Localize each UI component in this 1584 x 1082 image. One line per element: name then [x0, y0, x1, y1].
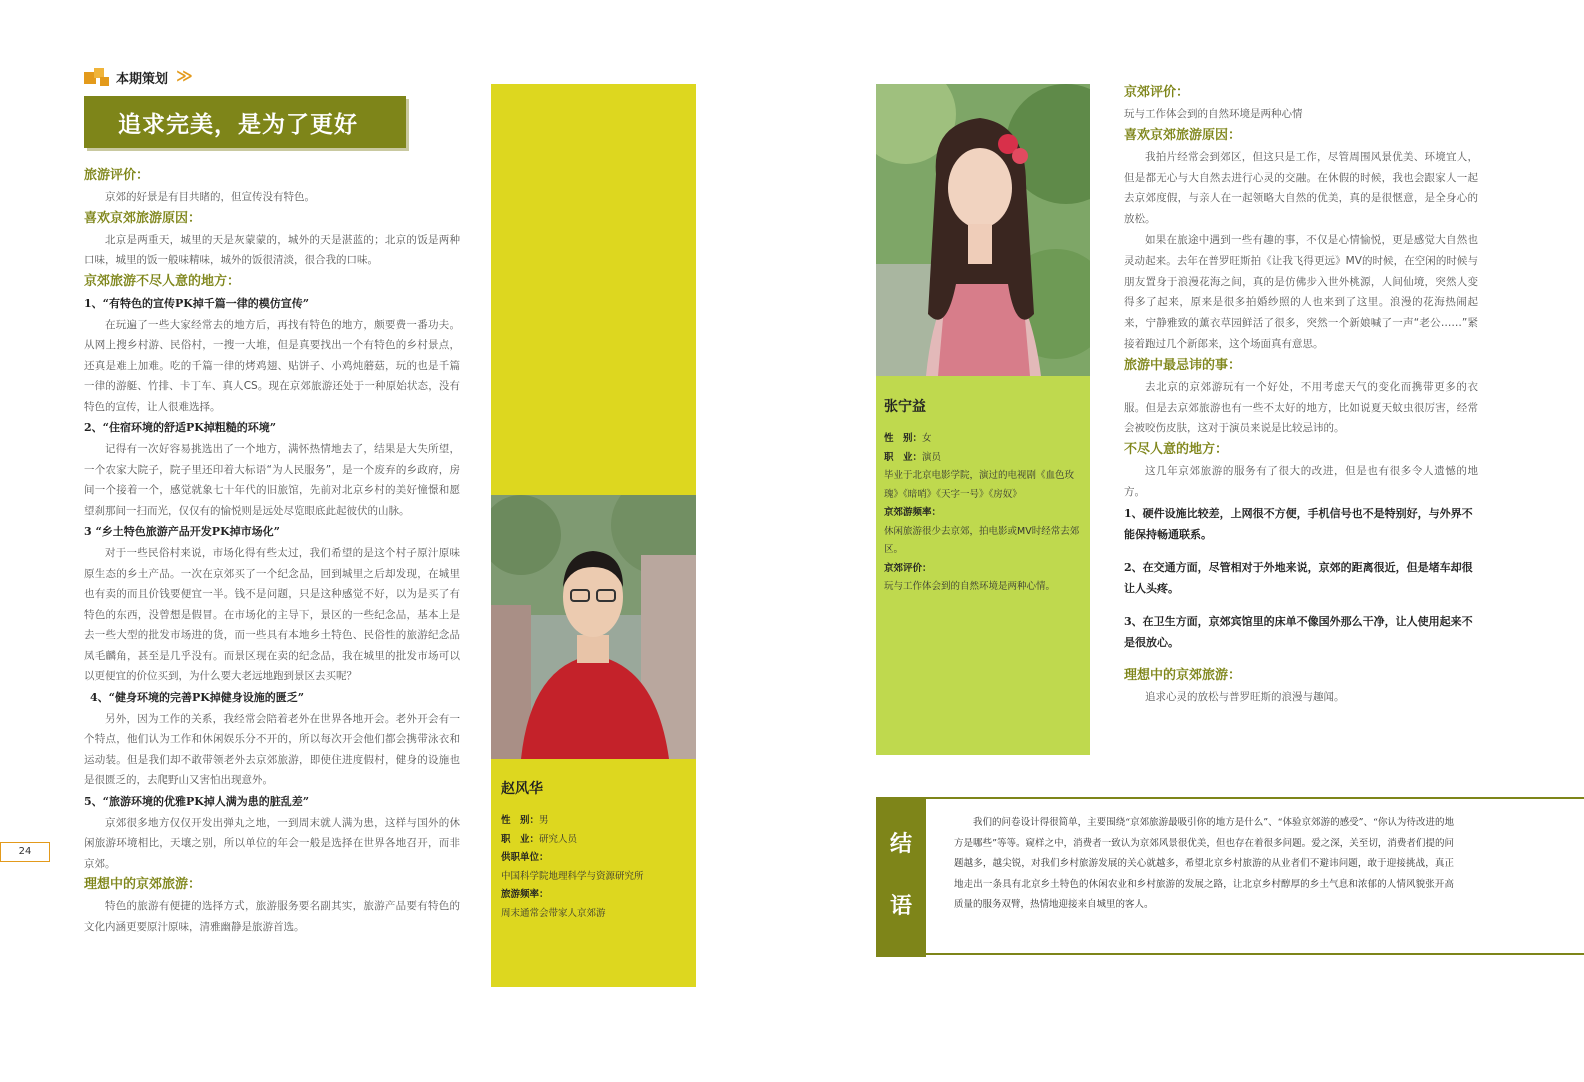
paragraph: 这几年京郊旅游的服务有了很大的改进，但是也有很多令人遗憾的地方。	[1124, 465, 1478, 498]
article-title: 追求完美，是为了更好	[118, 111, 358, 138]
paragraph: 记得有一次好容易挑选出了一个地方，满怀热情地去了，结果是大失所望，一个农家大院子，院子里还印着大标语“为人民服务”，是一个废弃的乡政府，房间一个接着一个，感觉就象七十年代的旧旅馆，先前对北京乡村的美好憧憬和愿望刹那间一扫而光，仅仅有的愉悦则是远处尽览眼底此起彼伏的山脉。	[84, 443, 460, 517]
heading-travel-evaluation: 旅游评价：	[84, 168, 150, 183]
label: 京郊评价：	[884, 562, 932, 574]
profile-info	[884, 430, 1084, 597]
section-label: 本期策划	[116, 72, 169, 87]
heading-ideal: 理想中的京郊旅游：	[84, 877, 202, 892]
profile-name: 张宁益	[884, 399, 926, 415]
paragraph: 追求心灵的放松与普罗旺斯的浪漫与趣闻。	[1145, 690, 1345, 703]
bold-list-item: 1、硬件设施比较差，上网很不方便，手机信号也不是特别好，与外界不能保持畅通联系。	[1124, 506, 1473, 541]
paragraph: 北京是两重天，城里的天是灰蒙蒙的，城外的天是湛蓝的；北京的饭是两种口味，城里的饭一般味精味，城外的饭很清淡，很合我的口味。	[84, 233, 460, 266]
page-number-left: 24	[0, 842, 50, 862]
paragraph: 对于一些民俗村来说，市场化得有些太过，我们希望的是这个村子原汁原味原生态的乡土产品。一次在京郊买了一个纪念品，回到城里之后却发现，在城里也有卖的而且价钱要便宜一半。钱不是问题，只是这种感觉不好，以为是买了有特色的东西，没曾想是假冒。在市场化的主导下，景区的一些纪念品，基本上是去一些大型的批发市场进的货，而一些具有本地乡土特色、民俗性的旅游纪念品凤毛麟角，甚至是几乎没有。而景区现在卖的纪念品，我在城里的批发市场可以以更便宜的价位买到，为什么要大老远地跑到景区去买呢？	[84, 547, 460, 682]
paragraph: 特色的旅游有便捷的选择方式，旅游服务要名副其实，旅游产品要有特色的文化内涵更要原汁原味，清雅幽静是旅游首选。	[84, 900, 460, 933]
chevron-right-icon: ≫	[176, 66, 189, 85]
section-logo-icon	[84, 68, 110, 86]
profile-name: 赵风华	[501, 781, 543, 797]
subheading: 3 “乡土特色旅游产品开发PK掉市场化”	[84, 525, 280, 538]
heading-taboo: 旅游中最忌讳的事：	[1124, 357, 1242, 373]
subheading: 1、“有特色的宣传PK掉千篇一律的模仿宣传”	[84, 296, 310, 310]
label: 职 业：	[501, 833, 540, 845]
paragraph: 我拍片经常会到郊区，但这只是工作，尽管周围风景优美、环境宜人，但是都无心与大自然去进行心灵的交融。在休假的时候，我也会跟家人一起去京郊度假，与亲人在一起领略大自然的优美，真的是很惬意，是全身心的放松。	[1124, 150, 1478, 226]
right-article-column	[1124, 82, 1478, 708]
value: 女	[922, 433, 932, 444]
value: 研究人员	[539, 833, 578, 845]
paragraph: 玩与工作体会到的自然环境是两种心情	[1124, 108, 1303, 120]
paragraph: 去北京的京郊游玩有一个好处，不用考虑天气的变化而携带更多的衣服。但是去京郊旅游也有一些不太好的地方，比如说夏天蚊虫很厉害，经常会被咬伤皮肤，这对于演员来说是比较忌讳的。	[1124, 380, 1478, 435]
heading-reason: 喜欢京郊旅游原因：	[1124, 127, 1242, 143]
heading-evaluation: 京郊评价：	[1124, 85, 1190, 100]
label: 职 业：	[884, 451, 923, 463]
profile-info	[501, 812, 691, 923]
conclusion-label-bar	[876, 797, 926, 957]
paragraph: 在玩遍了一些大家经常去的地方后，再找有特色的地方，颇要费一番功夫。从网上搜乡村游、民俗村，一搜一大堆，但是真要找出一个有特色的乡村景点，还真是难上加难。吃的千篇一律的烤鸡翅、贴饼子、小鸡炖蘑菇，玩的也是千篇一律的游艇、竹排、卡丁车、真人CS。现在京郊旅游还处于一种原始状态，没有特色的宣传，让人很难选择。	[84, 318, 460, 413]
portrait-photo-man	[491, 495, 696, 759]
value: 周末通常会带家人京郊游	[501, 907, 606, 919]
heading-reason: 喜欢京郊旅游原因：	[84, 210, 202, 226]
paragraph: 另外，因为工作的关系，我经常会陪着老外在世界各地开会。老外开会有一个特点，他们认为工作和休闲娱乐分不开的，所以每次开会他们都会携带泳衣和运动装。但是我们却不敢带领老外去京郊旅游，即使住进度假村，健身的设施也是很匮乏的，去爬野山又害怕出现意外。	[84, 712, 460, 786]
label: 性 别：	[501, 815, 540, 826]
paragraph: 京郊的好景是有目共睹的，但宣传没有特色。	[105, 191, 315, 203]
bold-list-item: 2、在交通方面，尽管相对于外地来说，京郊的距离很近，但是堵车却很让人头疼。	[1124, 560, 1473, 595]
subheading: 2、“住宿环境的舒适PK掉粗糙的环境”	[84, 421, 277, 434]
subheading: 4、“健身环境的完善PK掉健身设施的匮乏”	[90, 690, 305, 704]
label: 旅游频率：	[501, 889, 549, 900]
label: 供职单位：	[501, 852, 549, 863]
conclusion-label-char: 结	[889, 831, 912, 857]
value: 男	[539, 815, 549, 826]
subheading: 5、“旅游环境的优雅PK掉人满为患的脏乱差”	[84, 794, 310, 808]
heading-unsatisfied: 京郊旅游不尽人意的地方：	[84, 273, 241, 289]
paragraph: 如果在旅途中遇到一些有趣的事，不仅是心情愉悦，更是感觉大自然也灵动起来。去年在普罗旺斯拍《让我飞得更远》MV的时候，在空闲的时候与朋友置身于浪漫花海之间，真的是仿佛步入世外桃源，人间仙境，突然人变得多了起来，原来是很多拍婚纱照的人也来到了这里。浪漫的花海热闹起来，宁静雅致的薰衣草园鲜活了很多，突然一个新娘喊了一声“老公……”紧接着跑过几个新郎来，这个场面真有意思。	[1124, 233, 1478, 350]
value: 毕业于北京电影学院，演过的电视剧《血色玫瑰》《暗哨》《天字一号》《房奴》	[884, 470, 1075, 500]
label: 性 别：	[884, 433, 923, 444]
portrait-photo-woman	[876, 84, 1090, 376]
label: 京郊游频率：	[884, 507, 942, 518]
paragraph: 京郊很多地方仅仅开发出弹丸之地，一到周末就人满为患，这样与国外的休闲旅游环境相比，天壤之别，所以单位的年会一般是选择在世界各地召开，而非京郊。	[84, 816, 460, 870]
article-title-banner	[84, 96, 406, 148]
conclusion-text: 我们的问卷设计得很简单，主要围绕“京郊旅游最吸引你的地方是什么”、“体验京郊游的感受”、“你认为待改进的地方是哪些”等等。窥样之中，消费者一致认为京郊风景很优美，但也存在着很多问题。爱之深，关至切，消费者们提的问题越多，越尖锐，对我们乡村旅游发展的关心就越多，希望北京乡村旅游的从业者们不避讳问题，敢于迎接挑战，真正地走出一条具有北京乡土特色的休闲农业和乡村旅游的发展之路，让北京乡村醇厚的乡土气息和浓郁的人情风貌张开高质量的服务双臂，热情地迎接来自城里的客人。	[954, 817, 1454, 911]
heading-ideal: 理想中的京郊旅游：	[1124, 667, 1242, 683]
bold-list-item: 3、在卫生方面，京郊宾馆里的床单不像国外那么干净，让人使用起来不是很放心。	[1124, 614, 1473, 649]
value: 演员	[922, 451, 942, 463]
value: 玩与工作体会到的自然环境是两种心情。	[884, 581, 1056, 592]
heading-unsatisfied: 不尽人意的地方：	[1124, 442, 1229, 458]
value: 中国科学院地理科学与资源研究所	[501, 870, 644, 882]
value: 休闲旅游很少去京郊，拍电影或MV时经常去郊区。	[884, 525, 1080, 555]
left-article-column	[84, 165, 460, 937]
conclusion-box	[926, 799, 1584, 955]
conclusion-label-char: 语	[889, 893, 912, 919]
